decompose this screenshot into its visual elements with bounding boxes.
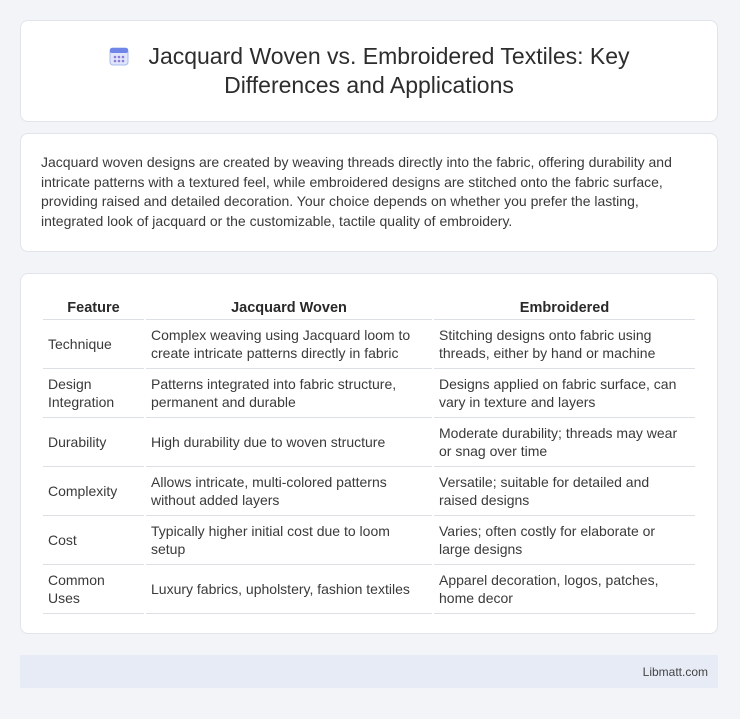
header-feature: Feature [43, 294, 144, 320]
table-row [43, 467, 695, 516]
embroidered-cell: Versatile; suitable for detailed and raised designs [434, 467, 695, 516]
feature-cell: Durability [43, 418, 144, 467]
embroidered-cell: Apparel decoration, logos, patches, home decor [434, 565, 695, 614]
table-row [43, 418, 695, 467]
page-title [89, 42, 649, 100]
feature-cell: Design Integration [43, 369, 144, 418]
intro-card [20, 133, 718, 252]
jacquard-cell: High durability due to woven structure [146, 418, 432, 467]
jacquard-cell: Complex weaving using Jacquard loom to create intricate patterns directly in fabric [146, 320, 432, 369]
embroidered-cell: Stitching designs onto fabric using threads, either by hand or machine [434, 320, 695, 369]
title-text: Jacquard Woven vs. Embroidered Textiles: Key Differences and Applications [148, 43, 630, 98]
header-jacquard: Jacquard Woven [146, 294, 432, 320]
title-card [20, 20, 718, 122]
jacquard-cell: Allows intricate, multi-colored patterns without added layers [146, 467, 432, 516]
embroidered-cell: Varies; often costly for elaborate or large designs [434, 516, 695, 565]
table-row [43, 320, 695, 369]
header-embroidered: Embroidered [434, 294, 695, 320]
jacquard-cell: Patterns integrated into fabric structure, permanent and durable [146, 369, 432, 418]
jacquard-cell: Luxury fabrics, upholstery, fashion textiles [146, 565, 432, 614]
embroidered-cell: Moderate durability; threads may wear or snag over time [434, 418, 695, 467]
feature-cell: Complexity [43, 467, 144, 516]
embroidered-cell: Designs applied on fabric surface, can vary in texture and layers [434, 369, 695, 418]
table-header-row [43, 294, 695, 320]
table-row [43, 565, 695, 614]
footer [20, 655, 718, 688]
jacquard-cell: Typically higher initial cost due to loom setup [146, 516, 432, 565]
comparison-card [20, 273, 718, 634]
feature-cell: Cost [43, 516, 144, 565]
calendar-icon [108, 45, 130, 67]
footer-brand[interactable]: Libmatt.com [642, 664, 708, 679]
table-row [43, 516, 695, 565]
intro-paragraph: Jacquard woven designs are created by weaving threads directly into the fabric, offering durability and intricate patterns with a textured feel, while embroidered designs are stitched onto the fabric surface, providing raised and detailed decoration. Your choice depends on whether you prefer the lasting, integrated look of jacquard or the customizable, tactile quality of embroidery. [41, 154, 672, 229]
comparison-table [41, 294, 697, 614]
feature-cell: Technique [43, 320, 144, 369]
table-row [43, 369, 695, 418]
feature-cell: Common Uses [43, 565, 144, 614]
